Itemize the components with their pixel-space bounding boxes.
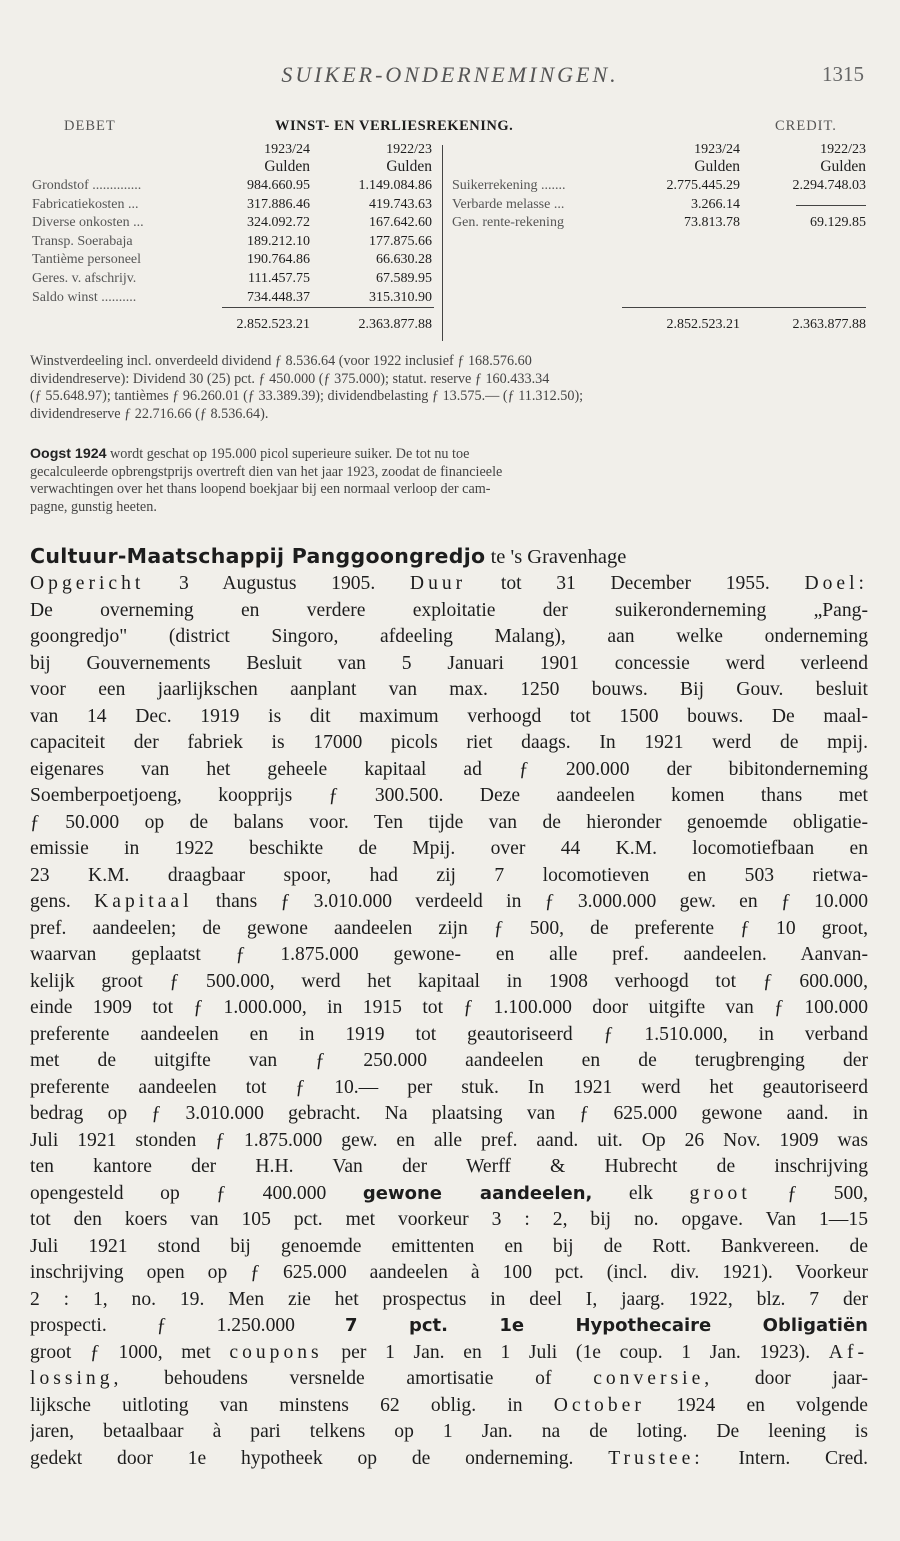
body-text-segment: bedrag op ƒ 3.010.000 gebracht. Na plaatsing van ƒ 625.000 gewone aand. in [30,1103,868,1124]
body-line [30,757,868,783]
currency-row [0,158,900,176]
debit-value-1: 984.660.95 [247,178,310,193]
body-text-segment: October [553,1394,645,1416]
debit-total-2: 2.363.877.88 [358,317,432,332]
credit-total-1: 2.852.523.21 [666,317,740,332]
credit-year-2: 1922/23 [820,142,866,157]
body-line [30,783,868,809]
body-line [30,1393,868,1419]
body-text-segment: gewone aandeelen, [362,1182,593,1204]
body-text-segment: inschrijving open op ƒ 625.000 aandeelen à 100 pct. (incl. div. 1921). Voorkeur [30,1262,868,1283]
note-line: pagne, gunstig heeten. [30,498,157,515]
debit-total-1: 2.852.523.21 [236,317,310,332]
debit-value-2: 177.875.66 [369,233,432,249]
body-text-segment: preferente aandeelen en in 1919 tot geautoriseerd ƒ 1.510.000, in verband [30,1023,868,1045]
body-text-segment: groot ƒ 1000, met [30,1341,230,1363]
debit-label: Tantième personeel [32,252,142,268]
debit-value-2: 315.310.90 [369,289,432,305]
body-line [30,836,868,862]
debit-year-1: 1923/24 [264,142,310,157]
body-text-segment: conversie, [593,1368,714,1389]
credit-currency-1: Gulden [694,158,740,175]
note-line: verwachtingen over het thans loopend boekjaar bij een normaal verloop der cam- [30,481,491,497]
note-text: wordt geschat op 195.000 picol superieure suiker. De tot nu toe [106,446,470,462]
body-text-segment: jaren, betaalbaar à pari telkens op 1 Jan. na de loting. De leening is [30,1421,868,1442]
year-row [0,141,900,159]
body-text-segment: Kapitaal [94,891,193,912]
note-line: dividendreserve ƒ 22.716.66 (ƒ 8.536.64). [30,405,269,422]
body-line [30,995,868,1021]
body-line [30,889,868,915]
body-text-segment: 3 Augustus 1905. [144,573,410,594]
credit-row [0,177,900,195]
body-line [30,1154,868,1180]
credit-rule [622,307,866,308]
body-line [30,1207,868,1233]
credit-label: CREDIT. [775,118,837,134]
body-text-segment: behoudens versnelde amortisatie of [122,1368,594,1389]
body-text-segment: kelijk groot ƒ 500.000, werd het kapitaal in 1908 verhoogd tot ƒ 600.000, [30,970,868,992]
body-line [30,1340,868,1366]
body-text-segment: 7 pct. 1e Hypothecaire Obligatiën [345,1315,868,1336]
body-text-segment: emissie in 1922 beschikte de Mpij. over 44 K.M. locomotiefbaan en [30,838,868,859]
body-text-segment: lossing, [30,1368,123,1389]
company-heading [30,544,870,569]
debit-currency-1: Gulden [264,158,310,175]
debit-value-2: 1.149.084.86 [358,178,432,193]
debit-label: Grondstof .............. [32,178,142,193]
body-line [30,1022,868,1048]
body-text-segment: Soemberpoetjoeng, koopprijs ƒ 300.500. Deze aandeelen komen thans met [30,785,868,806]
debit-value-2: 419.743.63 [369,196,432,212]
credit-label: Verbarde melasse ... [452,196,565,212]
body-line [30,1128,868,1154]
body-text-segment: gedekt door 1e hypotheek op de onderneming. [30,1447,609,1469]
body-line [30,810,868,836]
credit-value-1: 73.813.78 [684,215,740,231]
body-text-segment: Intern. Cred. [703,1447,868,1469]
credit-row [0,214,900,232]
body-text-segment: capaciteit der fabriek is 17000 picols riet daags. In 1921 werd de mpij. [30,732,868,753]
debit-value-1: 317.886.46 [247,196,310,212]
credit-currency-2: Gulden [820,158,866,175]
debit-label: Geres. v. afschrijv. [32,271,137,286]
body-line [30,1419,868,1445]
body-line [30,1101,868,1127]
body-text-segment: Juli 1921 stond bij genoemde emittenten en bij de Rott. Bankvereen. de [30,1235,868,1257]
debit-value-1: 190.764.86 [247,252,310,268]
body-text-segment: 1924 en volgende [644,1394,868,1416]
debit-row [0,270,900,288]
body-text-segment: 2 : 1, no. 19. Men zie het prospectus in deel I, jaarg. 1922, blz. 7 der [30,1288,868,1310]
running-header [0,62,900,92]
debet-label: DEBET [64,118,116,134]
body-text-segment: 23 K.M. draagbaar spoor, had zij 7 locomotieven en 503 rietwa- [30,864,868,886]
body-line [30,1075,868,1101]
body-text-segment: ƒ 50.000 op de balans voor. Ten tijde van de hieronder genoemde obligatie- [30,811,868,833]
oogst-note [30,446,870,516]
company-name: Cultuur-Maatschappij Panggoongredjo [30,544,486,568]
debit-year-2: 1922/23 [386,142,432,157]
body-text-segment: bij Gouvernements Besluit van 5 Januari 1901 concessie werd verleend [30,652,868,674]
body-text-segment: opengesteld op ƒ 400.000 [30,1182,363,1204]
body-text-segment: pref. aandeelen; de gewone aandeelen zijn ƒ 500, de preferente ƒ 10 groot, [30,917,868,939]
body-text-segment: ƒ 500, [750,1182,868,1204]
credit-year-1: 1923/24 [694,142,740,157]
body-line [30,1366,868,1392]
oogst-label: Oogst 1924 [30,446,107,462]
credit-label: Suikerrekening ....... [452,178,566,193]
debit-label: Transp. Soerabaja [32,233,133,249]
body-text-segment: ten kantore der H.H. Van der Werff & Hubrecht de inschrijving [30,1156,868,1177]
debit-value-1: 111.457.75 [248,271,310,286]
body-text-segment: coupons [229,1341,323,1363]
body-line [30,916,868,942]
company-location: te 's Gravenhage [485,546,627,568]
body-text-segment: Duur [409,573,467,594]
debit-currency-2: Gulden [386,158,432,175]
credit-value-1: 2.775.445.29 [666,178,740,193]
body-line [30,863,868,889]
running-title: SUIKER-ONDERNEMINGEN. [281,62,619,87]
empty-value-rule [796,205,866,206]
body-text-segment: De overneming en verdere exploitatie der suikeronderneming „Pang- [30,599,868,621]
debit-rule [222,307,434,308]
credit-value-1: 3.266.14 [691,196,740,212]
credit-value-2: 69.129.85 [810,215,866,231]
body-text-segment: lijksche uitloting van minstens 62 oblig. in [30,1394,554,1416]
body-line [30,704,868,730]
debit-value-2: 167.642.60 [369,215,432,231]
body-text-segment: Opgericht [30,573,145,594]
body-line [30,1313,868,1339]
debit-label: Fabricatiekosten ... [32,196,139,212]
debit-value-2: 66.630.28 [376,252,432,268]
body-line [30,1446,868,1472]
credit-total-2: 2.363.877.88 [792,317,866,332]
body-text-segment: met de uitgifte van ƒ 250.000 aandeelen en de terugbrenging der [30,1050,868,1071]
winstverdeeling-note [30,353,870,423]
debit-value-2: 67.589.95 [376,271,432,286]
body-text-segment: Af- [828,1341,868,1363]
credit-row [0,196,900,214]
note-line [30,446,870,464]
account-header [0,118,900,138]
body-text-segment: preferente aandeelen tot ƒ 10.— per stuk. In 1921 werd het geautoriseerd [30,1076,868,1098]
body-text-segment: van 14 Dec. 1919 is dit maximum verhoogd tot 1500 bouws. De maal- [30,705,868,727]
body-text-segment: per 1 Jan. en 1 Juli (1e coup. 1 Jan. 1923). [322,1341,829,1363]
body-line [30,677,868,703]
body-line [30,1048,868,1074]
body-text-segment: goongredjo" (district Singoro, afdeeling Malang), aan welke onderneming [30,626,868,647]
note-line: (ƒ 55.648.97); tantièmes ƒ 96.260.01 (ƒ 33.389.39); dividendbelasting ƒ 13.575.— (ƒ 11.312.50); [30,388,584,404]
body-line [30,651,868,677]
body-line [30,1181,868,1207]
body-text-segment: door jaar- [713,1368,868,1389]
body-text-segment: groot [689,1182,751,1204]
debit-label: Diverse onkosten ... [32,215,144,231]
body-text-segment: thans ƒ 3.010.000 verdeeld in ƒ 3.000.000 gew. en ƒ 10.000 [192,891,868,912]
debit-label: Saldo winst .......... [32,289,137,305]
body-line [30,624,868,650]
credit-label: Gen. rente-rekening [452,215,564,231]
body-text-segment: eigenares van het geheele kapitaal ad ƒ 200.000 der bibitonderneming [30,758,868,780]
body-text-segment: Juli 1921 stonden ƒ 1.875.000 gew. en alle pref. aand. uit. Op 26 Nov. 1909 was [30,1129,868,1151]
body-line [30,1234,868,1260]
body-text-segment: Trustee: [608,1447,704,1469]
body-text-segment: voor een jaarlijkschen aanplant van max. 1250 bouws. Bij Gouv. besluit [30,679,868,700]
body-text-segment: tot den koers van 105 pct. met voorkeur 3 : 2, bij no. opgave. Van 1—15 [30,1209,868,1230]
body-line [30,1287,868,1313]
page-number: 1315 [822,62,864,86]
debit-row [0,233,900,251]
debit-row [0,251,900,269]
body-line [30,1260,868,1286]
body-text-segment: waarvan geplaatst ƒ 1.875.000 gewone- en alle pref. aandeelen. Aanvan- [30,944,868,965]
credit-value-2: 2.294.748.03 [792,178,866,193]
body-text-segment: einde 1909 tot ƒ 1.000.000, in 1915 tot ƒ 1.100.000 door uitgifte van ƒ 100.000 [30,997,868,1018]
note-line: gecalculeerde opbrengstprijs overtreft dien van het jaar 1923, zoodat de financieele [30,463,503,480]
note-line: Winstverdeeling incl. onverdeeld dividend ƒ 8.536.64 (voor 1922 inclusief ƒ 168.576.60 [30,353,532,369]
debit-value-1: 324.092.72 [247,215,310,231]
body-text-segment: tot 31 December 1955. [466,573,805,594]
debit-row [0,289,900,307]
body-line [30,730,868,756]
debit-value-1: 189.212.10 [247,233,310,249]
body-line [30,942,868,968]
totals-row [0,316,900,334]
body-line [30,571,868,597]
debit-value-1: 734.448.37 [247,289,310,305]
body-line [30,598,868,624]
note-line: dividendreserve): Dividend 30 (25) pct. ƒ 450.000 (ƒ 375.000); statut. reserve ƒ 160.433.34 [30,370,550,387]
body-text-segment: Doel: [804,573,868,594]
body-text-segment: gens. [30,891,95,912]
body-text-segment: prospecti. ƒ 1.250.000 [30,1315,346,1336]
body-line [30,969,868,995]
body-text-segment: elk [592,1182,690,1204]
account-title: WINST- EN VERLIESREKENING. [275,118,514,134]
